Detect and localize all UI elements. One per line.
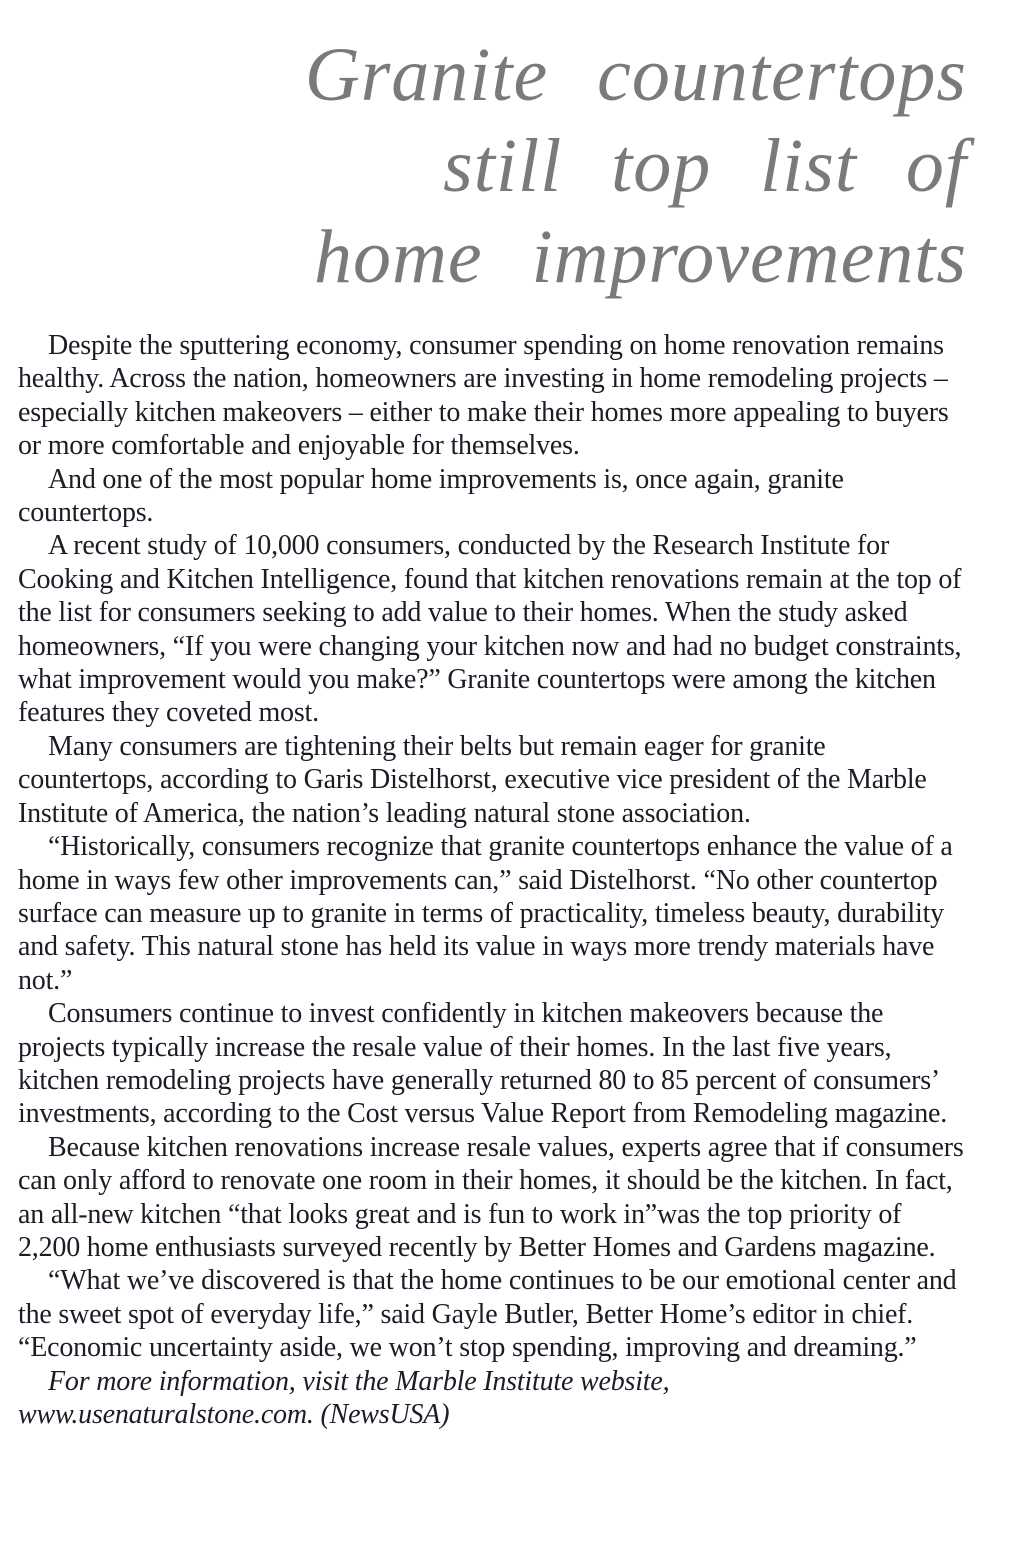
paragraph-6: Consumers continue to invest confidently in kitchen makeovers because the projects typically increase the resale value of their homes. In the last five years, kitchen remodeling projects have generally returned 80 to 85 percent of consumers’ investments, according to the Cost versus Value Report from Remodeling magazine. (18, 998, 948, 1130)
article-body (18, 329, 967, 1431)
title-line-2: still top list of (443, 124, 967, 208)
paragraph-3: A recent study of 10,000 consumers, conducted by the Research Institute for Cooking and Kitchen Intelligence, found that kitchen renovations remain at the top of the list for consumers seeking to add value to their homes. When the study asked homeowners, “If you were changing your kitchen now and had no budget constraints, what improvement would you make?” Granite countertops were among the kitchen features they coveted most. (18, 530, 962, 729)
paragraph-7: Because kitchen renovations increase resale values, experts agree that if consumers can only afford to renovate one room in their homes, it should be the kitchen. In fact, an all-new kitchen “that looks great and is fun to work in”was the top priority of 2,200 home enthusiasts surveyed recently by Better Homes and Gardens magazine. (18, 1131, 964, 1263)
paragraph-2: And one of the most popular home improvements is, once again, granite countertops. (18, 463, 844, 529)
paragraph-5: “Historically, consumers recognize that granite countertops enhance the value of a home in ways few other improvements can,” said Distelhorst. “No other countertop surface can measure up to granite in terms of practicality, timeless beauty, durability and safety. This natural stone has held its value in ways more trendy materials have not.” (18, 831, 953, 996)
closing-paragraph-line-1: For more information, visit the Marble Institute website, (48, 1365, 670, 1397)
paragraph-4: Many consumers are tightening their belts but remain eager for granite countertops, according to Garis Distelhorst, executive vice president of the Marble Institute of America, the nation’s leading natural stone association. (18, 730, 927, 829)
article-title (18, 30, 967, 303)
title-line-3: home improvements (313, 215, 967, 299)
paragraph-1: Despite the sputtering economy, consumer spending on home renovation remains healthy. Across the nation, homeowners are investing in home remodeling projects – especially kitchen makeovers – either to make their homes more appealing to buyers or more comfortable and enjoyable for themselves. (18, 330, 949, 462)
title-line-1: Granite countertops (304, 33, 967, 117)
paragraph-8: “What we’ve discovered is that the home continues to be our emotional center and the sweet spot of everyday life,” said Gayle Butler, Better Home’s editor in chief. “Economic uncertainty aside, we won’t stop spending, improving and dreaming.” (18, 1265, 957, 1364)
closing-paragraph-line-2: www.usenaturalstone.com. (NewsUSA) (18, 1399, 450, 1430)
